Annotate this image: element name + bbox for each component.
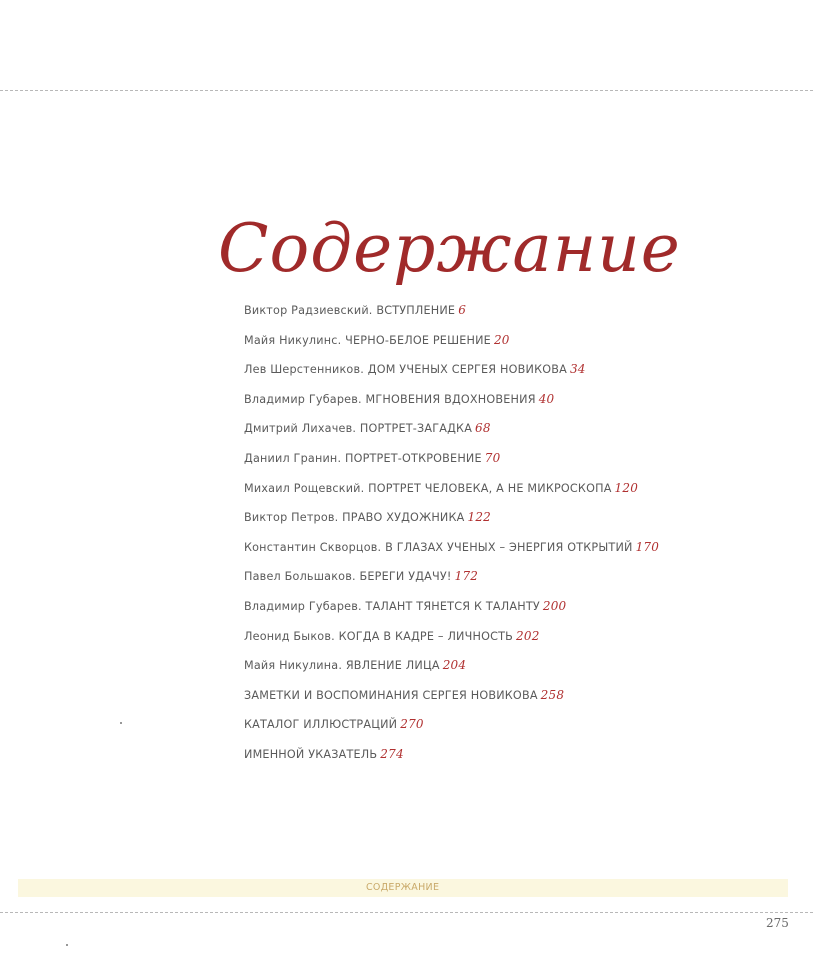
toc-entry[interactable]: [244, 681, 659, 711]
toc-entry[interactable]: [244, 414, 659, 444]
toc-entry-page: 20: [493, 332, 510, 347]
toc-entry[interactable]: [244, 385, 659, 415]
print-speck: [120, 722, 122, 724]
print-speck: [66, 944, 68, 946]
toc-entry[interactable]: [244, 622, 659, 652]
toc-entry-page: 200: [542, 598, 567, 613]
page-number: 275: [766, 916, 789, 930]
toc-entry[interactable]: [244, 355, 659, 385]
section-label: СОДЕРЖАНИЕ: [366, 882, 440, 893]
toc-entry[interactable]: [244, 651, 659, 681]
toc-entry[interactable]: [244, 562, 659, 592]
toc-entry-text: Дмитрий Лихачев. ПОРТРЕТ-ЗАГАДКА: [244, 422, 473, 436]
toc-entry-page: 172: [454, 569, 479, 584]
toc-entry[interactable]: [244, 592, 659, 622]
toc-entry-page: 202: [516, 628, 540, 643]
toc-entry-text: Константин Скворцов. В ГЛАЗАХ УЧЕНЫХ – ЭНЕРГИЯ ОТКРЫТИЙ: [244, 540, 633, 554]
toc-entry-text: Владимир Губарев. МГНОВЕНИЯ ВДОХНОВЕНИЯ: [244, 392, 536, 406]
page-title: Содержание: [218, 210, 681, 288]
toc-entry-page: 70: [484, 450, 501, 465]
toc-entry-text: Даниил Гранин. ПОРТРЕТ-ОТКРОВЕНИЕ: [244, 451, 482, 465]
toc-entry-page: 120: [614, 480, 639, 495]
toc-entry[interactable]: [244, 474, 659, 504]
toc-entry[interactable]: [244, 740, 659, 770]
toc-entry-page: 258: [540, 687, 565, 702]
toc-entry-page: 34: [569, 362, 586, 377]
toc-entry-text: Виктор Радзиевский. ВСТУПЛЕНИЕ: [244, 304, 456, 317]
toc-entry-page: 274: [380, 746, 404, 761]
toc-entry[interactable]: [244, 326, 659, 356]
toc-entry-page: 270: [400, 717, 424, 732]
bottom-dotted-rule: [0, 912, 813, 913]
toc-entry-text: Виктор Петров. ПРАВО ХУДОЖНИКА: [244, 511, 465, 525]
toc-entry-page: 68: [475, 421, 491, 436]
toc-entry-text: Михаил Рощевский. ПОРТРЕТ ЧЕЛОВЕКА, А НЕ МИКРОСКОПА: [244, 481, 612, 495]
toc-entry-page: 40: [538, 391, 555, 406]
toc-entry[interactable]: [244, 503, 659, 533]
toc-entry[interactable]: [244, 533, 659, 563]
toc-entry-text: Майя Никулина. ЯВЛЕНИЕ ЛИЦА: [244, 659, 440, 673]
toc-entry[interactable]: [244, 710, 659, 740]
toc-entry[interactable]: [244, 296, 659, 326]
toc-entry-text: ЗАМЕТКИ И ВОСПОМИНАНИЯ СЕРГЕЯ НОВИКОВА: [244, 688, 538, 702]
toc-entry-text: Павел Большаков. БЕРЕГИ УДАЧУ!: [244, 570, 452, 584]
toc-entry[interactable]: [244, 444, 659, 474]
toc-entry-text: Майя Никулинс. ЧЕРНО-БЕЛОЕ РЕШЕНИЕ: [244, 333, 491, 347]
toc-entry-page: 204: [442, 658, 467, 673]
toc-entry-text: ИМЕННОЙ УКАЗАТЕЛЬ: [244, 747, 378, 761]
toc-entry-page: 122: [467, 510, 492, 525]
toc-entry-text: КАТАЛОГ ИЛЛЮСТРАЦИЙ: [244, 718, 398, 732]
toc-entry-text: Владимир Губарев. ТАЛАНТ ТЯНЕТСЯ К ТАЛАНТУ: [244, 599, 540, 613]
toc-entry-page: 170: [635, 539, 660, 554]
toc-entry-page: 6: [458, 303, 467, 317]
toc-entry-text: Леонид Быков. КОГДА В КАДРЕ – ЛИЧНОСТЬ: [244, 629, 514, 643]
toc-entry-text: Лев Шерстенников. ДОМ УЧЕНЫХ СЕРГЕЯ НОВИКОВА: [244, 363, 567, 377]
table-of-contents: [244, 296, 659, 770]
top-dotted-rule: [0, 90, 813, 91]
